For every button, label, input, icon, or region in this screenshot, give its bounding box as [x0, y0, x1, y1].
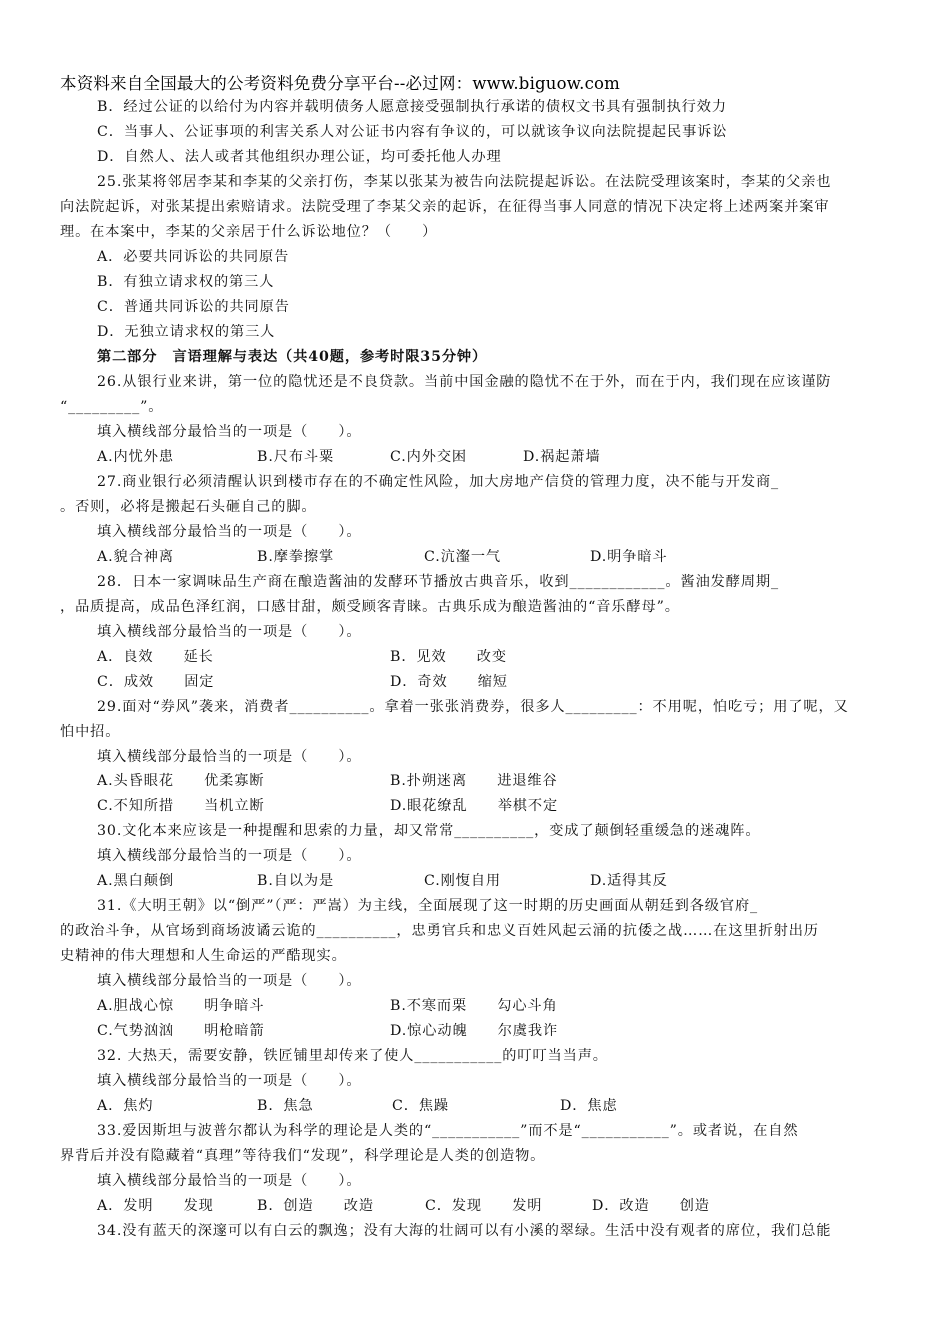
- question-25-option-b: B．有独立请求权的第三人: [97, 274, 275, 290]
- page-header: 本资料来自全国最大的公考资料免费分享平台--必过网：www.biguow.com: [60, 74, 621, 93]
- question-28-option-c: C．成效 固定: [97, 674, 215, 690]
- question-27-line-1: 27.商业银行必须清醒认识到楼市存在的不确定性风险，加大房地产信贷的管理力度，决不能与开发商_: [97, 474, 780, 490]
- question-28-line-2: ，品质提高，成品色泽红润，口感甘甜，颇受顾客青睐。古典乐成为酿造酱油的“音乐酵母”。: [60, 599, 680, 615]
- question-28-option-a: A．良效 延长: [97, 649, 214, 665]
- question-26-line-2: “_________”。: [60, 399, 164, 415]
- question-26-prompt: 填入横线部分最恰当的一项是（ ）。: [97, 424, 362, 440]
- question-26-option-c: C.内外交困: [390, 449, 468, 465]
- question-28-option-b: B．见效 改变: [390, 649, 507, 665]
- question-32-option-a: A．焦灼: [97, 1098, 154, 1114]
- question-31-line-3: 史精神的伟大理想和人生命运的严酷现实。: [60, 948, 347, 964]
- question-29-line-1: 29.面对“券风”袭来，消费者__________。拿着一张张消费券，很多人_________：不用呢，怕吃亏；用了呢，又: [97, 699, 849, 715]
- question-25-line-3: 理。在本案中，李某的父亲居于什么诉讼地位？（ ）: [60, 224, 438, 240]
- question-30-prompt: 填入横线部分最恰当的一项是（ ）。: [97, 848, 362, 864]
- option-c: C．当事人、公证事项的利害关系人对公证书内容有争议的，可以就该争议向法院提起民事诉讼: [97, 124, 728, 140]
- question-32-line-1: 32. 大热天，需要安静，铁匠铺里却传来了使人___________的叮叮当当声。: [97, 1048, 608, 1064]
- section-heading: 第二部分 言语理解与表达（共40题，参考时限35分钟）: [97, 349, 488, 365]
- question-30-line-1: 30.文化本来应该是一种提醒和思索的力量，却又常常__________，变成了颠倒轻重缓急的迷魂阵。: [97, 823, 761, 839]
- question-25-option-d: D．无独立请求权的第三人: [97, 324, 276, 340]
- question-31-line-1: 31.《大明王朝》以“倒严”（严：严嵩）为主线，全面展现了这一时期的历史画面从朝廷到各级官府_: [97, 898, 759, 914]
- question-27-option-d: D.明争暗斗: [590, 549, 668, 565]
- question-33-line-1: 33.爱因斯坦与波普尔都认为科学的理论是人类的“___________”而不是“___________”。或者说，在自然: [97, 1123, 799, 1139]
- question-33-option-b: B．创造 改造: [257, 1198, 374, 1214]
- question-31-option-d: D.惊心动魄 尔虞我诈: [390, 1023, 559, 1039]
- question-30-option-a: A.黑白颠倒: [97, 873, 174, 889]
- question-27-line-2: 。否则，必将是搬起石头砸自己的脚。: [60, 499, 317, 515]
- question-27-option-a: A.貌合神离: [97, 549, 174, 565]
- question-32-option-b: B．焦急: [257, 1098, 314, 1114]
- question-28-line-1: 28．日本一家调味品生产商在酿造酱油的发酵环节播放古典音乐，收到____________。酱油发酵周期_: [97, 574, 780, 590]
- question-34-line-1: 34.没有蓝天的深邃可以有白云的飘逸；没有大海的壮阔可以有小溪的翠绿。生活中没有观者的席位，我们总能: [97, 1223, 832, 1239]
- question-32-option-c: C．焦躁: [392, 1098, 450, 1114]
- question-33-option-c: C．发现 发明: [425, 1198, 543, 1214]
- question-31-line-2: 的政治斗争，从官场到商场波谲云诡的__________，忠勇官兵和忠义百姓风起云涌的抗倭之战……在这里折射出历: [60, 923, 819, 939]
- question-29-line-2: 怕中招。: [60, 724, 121, 740]
- question-26-line-1: 26.从银行业来讲，第一位的隐忧还是不良贷款。当前中国金融的隐忧不在于外，而在于内，我们现在应该谨防: [97, 374, 832, 390]
- question-30-option-c: C.刚愎自用: [424, 873, 502, 889]
- question-28-prompt: 填入横线部分最恰当的一项是（ ）。: [97, 624, 362, 640]
- question-25-option-a: A．必要共同诉讼的共同原告: [97, 249, 290, 265]
- question-25-option-c: C．普通共同诉讼的共同原告: [97, 299, 290, 315]
- question-33-prompt: 填入横线部分最恰当的一项是（ ）。: [97, 1173, 362, 1189]
- question-30-option-b: B.自以为是: [257, 873, 335, 889]
- question-29-option-b: B.扑朔迷离 进退维谷: [390, 773, 558, 789]
- question-29-option-d: D.眼花缭乱 举棋不定: [390, 798, 559, 814]
- question-27-prompt: 填入横线部分最恰当的一项是（ ）。: [97, 524, 362, 540]
- question-32-option-d: D．焦虑: [560, 1098, 618, 1114]
- question-27-option-c: C.沆瀣一气: [424, 549, 502, 565]
- question-31-option-c: C.气势汹汹 明枪暗箭: [97, 1023, 265, 1039]
- question-27-option-b: B.摩拳擦掌: [257, 549, 335, 565]
- question-29-prompt: 填入横线部分最恰当的一项是（ ）。: [97, 749, 362, 765]
- question-28-option-d: D．奇效 缩短: [390, 674, 508, 690]
- question-29-option-c: C.不知所措 当机立断: [97, 798, 265, 814]
- question-26-option-d: D.祸起萧墙: [523, 449, 601, 465]
- question-26-option-b: B.尺布斗粟: [257, 449, 335, 465]
- question-29-option-a: A.头昏眼花 优柔寡断: [97, 773, 265, 789]
- question-32-prompt: 填入横线部分最恰当的一项是（ ）。: [97, 1073, 362, 1089]
- question-30-option-d: D.适得其反: [590, 873, 668, 889]
- option-d: D．自然人、法人或者其他组织办理公证，均可委托他人办理: [97, 149, 502, 165]
- question-31-option-a: A.胆战心惊 明争暗斗: [97, 998, 265, 1014]
- question-25-line-1: 25.张某将邻居李某和李某的父亲打伤，李某以张某为被告向法院提起诉讼。在法院受理该案时，李某的父亲也: [97, 174, 832, 190]
- question-31-prompt: 填入横线部分最恰当的一项是（ ）。: [97, 973, 362, 989]
- option-b: B．经过公证的以给付为内容并载明债务人愿意接受强制执行承诺的债权文书具有强制执行效力: [97, 99, 727, 115]
- question-33-line-2: 界背后并没有隐藏着“真理”等待我们“发现”，科学理论是人类的创造物。: [60, 1148, 546, 1164]
- question-25-line-2: 向法院起诉，对张某提出索赔请求。法院受理了李某父亲的起诉，在征得当事人同意的情况下决定将上述两案并案审: [60, 199, 830, 215]
- question-31-option-b: B.不寒而栗 勾心斗角: [390, 998, 558, 1014]
- question-33-option-d: D．改造 创造: [592, 1198, 710, 1214]
- question-33-option-a: A．发明 发现: [97, 1198, 214, 1214]
- question-26-option-a: A.内忧外患: [97, 449, 174, 465]
